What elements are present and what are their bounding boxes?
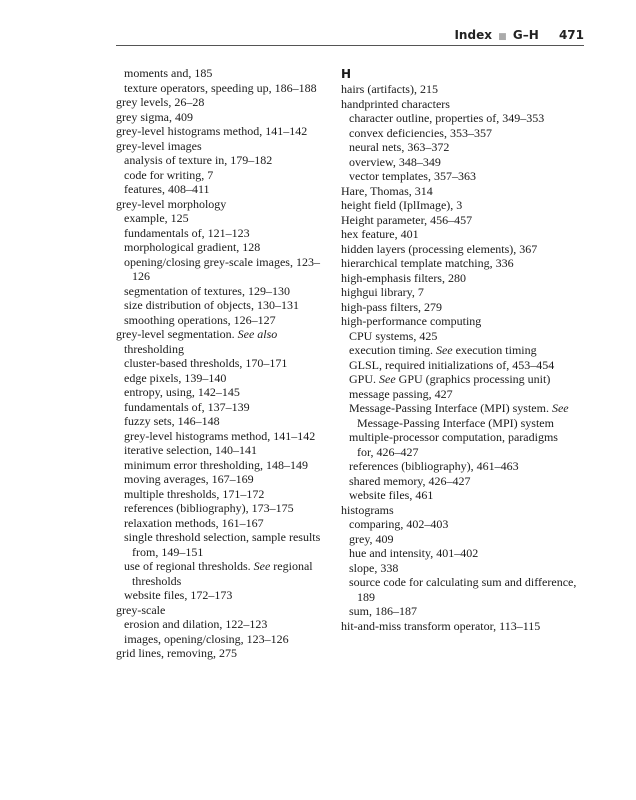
index-entry bbox=[116, 632, 336, 647]
index-entry bbox=[116, 66, 336, 81]
index-entry-text: size distribution of objects, 130–131 bbox=[124, 298, 299, 312]
index-entry bbox=[341, 300, 577, 315]
index-entry-text: grey-level segmentation. bbox=[116, 327, 235, 341]
index-entry bbox=[116, 414, 336, 429]
index-entry-text: message passing, 427 bbox=[349, 386, 453, 401]
index-entry-text: handprinted characters bbox=[341, 96, 450, 111]
index-entry bbox=[341, 198, 577, 213]
square-separator-icon: ■ bbox=[498, 32, 507, 42]
index-entry-text: GPU. bbox=[349, 372, 377, 386]
index-entry-text: smoothing operations, 126–127 bbox=[124, 312, 276, 327]
index-entry-text: hierarchical template matching, 336 bbox=[341, 256, 514, 270]
index-entry bbox=[341, 227, 577, 242]
index-entry bbox=[341, 604, 577, 619]
see-target: Message-Passing Interface (MPI) system bbox=[357, 415, 554, 430]
index-entry-text: moving averages, 167–169 bbox=[124, 472, 254, 486]
index-entry-text: Message-Passing Interface (MPI) system. bbox=[349, 401, 549, 415]
index-entry bbox=[341, 329, 577, 344]
see-target: execution timing bbox=[455, 343, 537, 357]
index-entry-text: cluster-based thresholds, 170–171 bbox=[124, 356, 288, 370]
index-entry bbox=[341, 387, 577, 402]
index-entry-text: height field (IplImage), 3 bbox=[341, 198, 463, 212]
index-entry bbox=[116, 400, 336, 415]
index-entry-text: fuzzy sets, 146–148 bbox=[124, 414, 220, 428]
index-entry bbox=[341, 97, 577, 112]
see-reference: See bbox=[379, 372, 396, 386]
index-entry-text: relaxation methods, 161–167 bbox=[124, 515, 264, 530]
index-entry-text: grey levels, 26–28 bbox=[116, 95, 205, 109]
index-entry bbox=[341, 314, 577, 329]
page-number: 471 bbox=[558, 28, 584, 42]
index-entry-text: multiple thresholds, 171–172 bbox=[124, 486, 265, 501]
index-entry bbox=[116, 617, 336, 632]
index-entry-text: vector templates, 357–363 bbox=[349, 169, 476, 183]
index-entry-text: features, 408–411 bbox=[124, 182, 210, 196]
index-entry-text: histograms bbox=[341, 502, 394, 517]
index-entry bbox=[341, 343, 577, 358]
index-entry bbox=[116, 197, 336, 212]
index-entry bbox=[116, 139, 336, 154]
index-entry-text: website files, 172–173 bbox=[124, 588, 233, 602]
index-entry-text: Hare, Thomas, 314 bbox=[341, 183, 433, 198]
index-entry bbox=[341, 271, 577, 286]
running-header bbox=[116, 28, 584, 46]
index-entry-text: grey-scale bbox=[116, 602, 166, 617]
index-entry bbox=[341, 459, 577, 474]
index-entry bbox=[341, 169, 577, 184]
index-entry bbox=[116, 95, 336, 110]
index-entry bbox=[116, 298, 336, 313]
index-entry-text: neural nets, 363–372 bbox=[349, 140, 450, 154]
letter-heading: H bbox=[341, 67, 352, 81]
index-column-left bbox=[116, 66, 336, 661]
index-entry-text: moments and, 185 bbox=[124, 66, 213, 80]
index-entry-text: code for writing, 7 bbox=[124, 167, 214, 182]
index-entry-text: grey-level histograms method, 141–142 bbox=[116, 124, 308, 138]
see-reference: See also bbox=[237, 327, 278, 341]
see-reference: See bbox=[435, 343, 453, 357]
see-target: thresholding bbox=[124, 341, 184, 356]
index-entry bbox=[341, 82, 577, 97]
index-entry bbox=[341, 372, 577, 387]
index-entry-text: hairs (artifacts), 215 bbox=[341, 82, 438, 96]
index-entry-text: entropy, using, 142–145 bbox=[124, 385, 240, 399]
index-entry-text: GLSL, required initializations of, 453–454 bbox=[349, 357, 555, 372]
index-entry bbox=[116, 603, 336, 618]
index-entry-text: overview, 348–349 bbox=[349, 154, 441, 169]
index-entry-text: CPU systems, 425 bbox=[349, 328, 438, 343]
index-entry bbox=[341, 488, 577, 503]
index-entry-text: hidden layers (processing elements), 367 bbox=[341, 241, 538, 256]
index-entry bbox=[116, 356, 336, 371]
see-target: regional thresholds bbox=[132, 559, 313, 588]
header-range: G–H bbox=[512, 28, 539, 42]
index-entry bbox=[116, 211, 336, 226]
index-entry-text: edge pixels, 139–140 bbox=[124, 370, 227, 385]
index-entry bbox=[116, 284, 336, 299]
index-entry bbox=[341, 401, 577, 430]
index-entry-text: slope, 338 bbox=[349, 560, 399, 575]
index-entry-text: opening/closing grey-scale images, 123–126 bbox=[124, 254, 320, 283]
see-reference: See bbox=[253, 559, 271, 573]
index-entry bbox=[116, 588, 336, 603]
index-entry bbox=[341, 213, 577, 228]
index-entry bbox=[341, 242, 577, 257]
index-entry-text: character outline, properties of, 349–353 bbox=[349, 111, 545, 125]
index-entry bbox=[341, 358, 577, 373]
index-entry bbox=[341, 111, 577, 126]
index-entry bbox=[341, 532, 577, 547]
index-entry-text: hue and intensity, 401–402 bbox=[349, 546, 479, 560]
index-entry-text: texture operators, speeding up, 186–188 bbox=[124, 80, 317, 95]
index-entry bbox=[116, 371, 336, 386]
index-entry bbox=[116, 530, 336, 559]
index-entry-text: images, opening/closing, 123–126 bbox=[124, 631, 289, 646]
index-entry bbox=[341, 503, 577, 518]
index-entry bbox=[116, 226, 336, 241]
header-rule bbox=[116, 45, 584, 46]
index-entry-text: segmentation of textures, 129–130 bbox=[124, 283, 290, 298]
index-entry bbox=[116, 385, 336, 400]
index-entry bbox=[116, 255, 336, 284]
index-entry bbox=[116, 646, 336, 661]
index-entry bbox=[116, 182, 336, 197]
index-entry-text: high-performance computing bbox=[341, 314, 482, 328]
index-entry-text: fundamentals of, 137–139 bbox=[124, 399, 250, 414]
index-entry-text: execution timing. bbox=[349, 343, 433, 357]
index-entry bbox=[341, 517, 577, 532]
index-entry-text: grid lines, removing, 275 bbox=[116, 646, 237, 660]
index-entry bbox=[341, 561, 577, 576]
index-entry-text: grey-level histograms method, 141–142 bbox=[124, 428, 316, 443]
index-entry-text: grey-level images bbox=[116, 138, 202, 153]
index-column-right-entries bbox=[341, 82, 577, 633]
index-entry-text: multiple-processor computation, paradigms for, 426–427 bbox=[349, 430, 558, 459]
index-entry bbox=[341, 619, 577, 634]
index-entry-text: Height parameter, 456–457 bbox=[341, 212, 473, 227]
index-entry-text: convex deficiencies, 353–357 bbox=[349, 125, 492, 140]
index-entry-text: grey sigma, 409 bbox=[116, 109, 193, 124]
index-entry-text: morphological gradient, 128 bbox=[124, 240, 261, 254]
index-entry bbox=[116, 124, 336, 139]
index-entry-text: minimum error thresholding, 148–149 bbox=[124, 457, 308, 472]
index-entry bbox=[116, 429, 336, 444]
index-entry-text: source code for calculating sum and difference, 189 bbox=[349, 575, 577, 604]
index-entry bbox=[116, 168, 336, 183]
index-entry-text: website files, 461 bbox=[349, 488, 434, 502]
see-target: GPU (graphics processing unit) bbox=[398, 372, 551, 386]
index-entry bbox=[341, 575, 577, 604]
index-entry-text: analysis of texture in, 179–182 bbox=[124, 153, 273, 167]
index-entry bbox=[116, 516, 336, 531]
index-entry bbox=[116, 472, 336, 487]
index-entry-text: hex feature, 401 bbox=[341, 227, 419, 241]
index-entry-text: highgui library, 7 bbox=[341, 285, 424, 299]
index-entry bbox=[341, 184, 577, 199]
index-entry bbox=[341, 285, 577, 300]
index-entry bbox=[341, 155, 577, 170]
index-entry-text: single threshold selection, sample results from, 149–151 bbox=[124, 530, 321, 559]
index-entry-text: comparing, 402–403 bbox=[349, 517, 449, 531]
index-entry-text: erosion and dilation, 122–123 bbox=[124, 617, 268, 631]
index-entry-text: high-pass filters, 279 bbox=[341, 299, 442, 314]
index-entry bbox=[116, 501, 336, 516]
index-entry-text: grey, 409 bbox=[349, 531, 394, 546]
index-entry bbox=[116, 110, 336, 125]
index-entry bbox=[116, 458, 336, 473]
index-entry bbox=[341, 126, 577, 141]
index-entry bbox=[116, 81, 336, 96]
index-entry bbox=[341, 474, 577, 489]
index-column-right bbox=[341, 66, 577, 633]
index-entry-text: references (bibliography), 173–175 bbox=[124, 501, 294, 515]
index-entry bbox=[116, 559, 336, 588]
index-entry bbox=[116, 327, 336, 356]
header-section: Index bbox=[454, 28, 492, 42]
index-entry-text: use of regional thresholds. bbox=[124, 559, 251, 573]
index-entry bbox=[341, 430, 577, 459]
index-entry bbox=[341, 546, 577, 561]
index-entry-text: shared memory, 426–427 bbox=[349, 473, 471, 488]
index-entry-text: grey-level morphology bbox=[116, 196, 227, 211]
index-entry bbox=[116, 443, 336, 458]
see-reference: See bbox=[551, 401, 569, 415]
index-entry-text: high-emphasis filters, 280 bbox=[341, 270, 466, 285]
index-entry bbox=[341, 140, 577, 155]
index-entry bbox=[116, 153, 336, 168]
index-entry-text: fundamentals of, 121–123 bbox=[124, 225, 250, 240]
index-entry-text: references (bibliography), 461–463 bbox=[349, 459, 519, 473]
index-entry bbox=[116, 313, 336, 328]
index-entry-text: hit-and-miss transform operator, 113–115 bbox=[341, 618, 541, 633]
index-entry bbox=[116, 240, 336, 255]
index-entry-text: iterative selection, 140–141 bbox=[124, 443, 257, 457]
index-entry bbox=[116, 487, 336, 502]
index-entry-text: sum, 186–187 bbox=[349, 604, 418, 618]
index-entry-text: example, 125 bbox=[124, 211, 189, 225]
index-entry bbox=[341, 256, 577, 271]
